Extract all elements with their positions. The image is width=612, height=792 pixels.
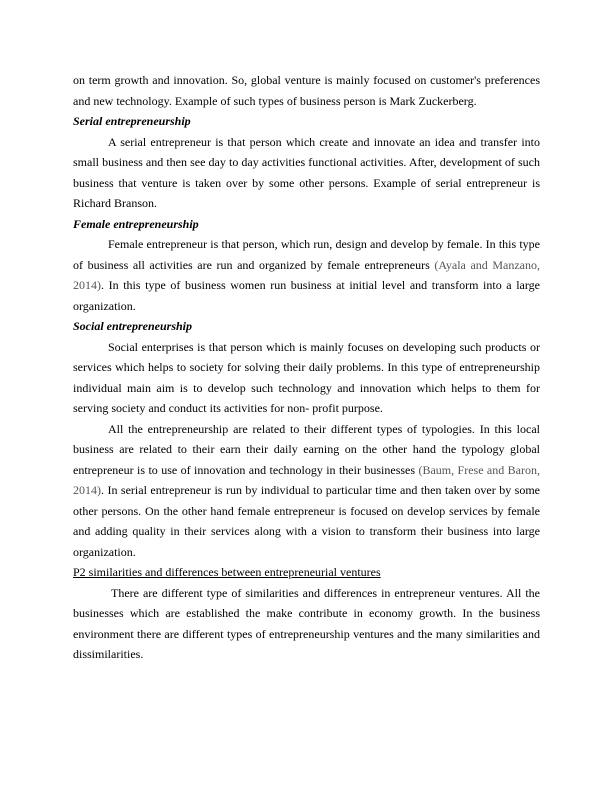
document-page bbox=[73, 70, 540, 665]
summary-text-end: . In serial entrepreneur is run by individual to particular time and then taken over by some other persons. On the other hand female entrepreneur is focused on develop services by female and adding quality in their services along with a vision to transform their business into large organization. bbox=[73, 483, 540, 559]
typologies-summary-paragraph bbox=[73, 419, 540, 563]
social-entrepreneurship-paragraph: Social enterprises is that person which is mainly focuses on developing such products or services which helps to society for solving their daily problems. In this type of entrepreneurship individual main aim is to develop such technology and innovation which helps to them for serving society and conduct its activities for non- profit purpose. bbox=[73, 339, 540, 415]
serial-entrepreneurship-paragraph: A serial entrepreneur is that person which create and innovate an idea and transfer into small business and then see day to day activities functional activities. After, development of such business that venture is taken over by some other persons. Example of serial entrepreneur is Richard Branson. bbox=[73, 134, 540, 210]
citation-ayala-manzano: (Ayala and Manzano, 2014) bbox=[73, 257, 541, 292]
citation-baum-frese-baron: (Baum, Frese and Baron, 2014) bbox=[73, 462, 540, 497]
intro-paragraph: on term growth and innovation. So, global venture is mainly focused on customer's preferences and new technology. Example of such types of business person is Mark Zuckerberg. bbox=[73, 73, 540, 108]
female-paragraph-text-start: Female entrepreneur is that person, which run, design and develop by female. In this type of business all activities are run and organized by female entrepreneurs bbox=[73, 237, 540, 272]
serial-entrepreneurship-heading: Serial entrepreneurship bbox=[73, 114, 191, 128]
social-entrepreneurship-heading: Social entrepreneurship bbox=[73, 319, 193, 333]
p2-paragraph: There are different type of similarities and differences in entrepreneur ventures. All the businesses which are established the make contribute in economy growth. In the business environment there are different types of entrepreneurship ventures and the many similarities and dissimilarities. bbox=[73, 585, 540, 661]
female-paragraph-text-end: . In this type of business women run business at initial level and transform into a large organization. bbox=[73, 278, 540, 313]
summary-text-start: All the entrepreneurship are related to their different types of typologies. In this local business are related to their earn their daily earning on the other hand the typology global entrepreneur is to use of innovation and technology in their businesses bbox=[73, 421, 540, 477]
p2-section-heading: P2 similarities and differences between entrepreneurial ventures bbox=[73, 565, 381, 579]
female-entrepreneurship-heading: Female entrepreneurship bbox=[73, 216, 199, 231]
female-entrepreneurship-paragraph bbox=[73, 234, 540, 316]
